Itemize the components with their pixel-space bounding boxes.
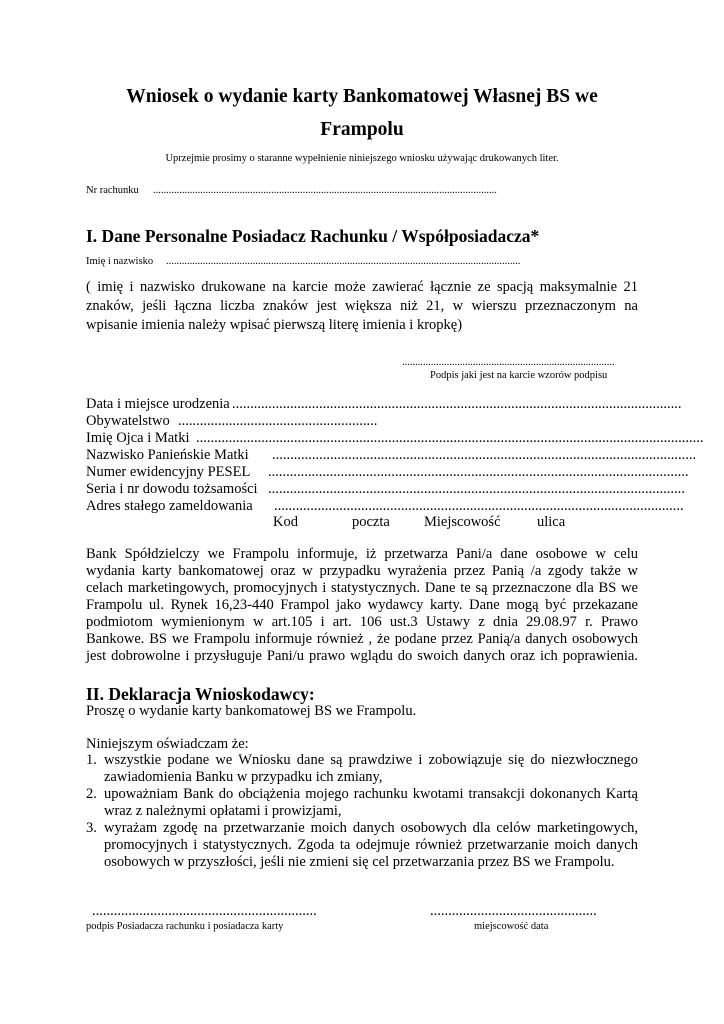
document-title-line1: Wniosek o wydanie karty Bankomatowej Własnej BS we bbox=[126, 86, 598, 107]
address-ulica-label: ulica bbox=[537, 514, 566, 530]
pesel-label: Numer ewidencyjny PESEL bbox=[86, 464, 251, 480]
pesel-row bbox=[86, 464, 689, 481]
list-item-1-line2: zawiadomienia Banku w przypadku ich zmiany, bbox=[104, 769, 383, 785]
document-title-line2: Frampolu bbox=[320, 119, 404, 140]
list-item-1-number: 1. bbox=[86, 752, 97, 768]
owner-signature-label: podpis Posiadacza rachunku i posiadacza karty bbox=[86, 921, 284, 932]
name-note-line2: znaków, jeśli łączna liczba znaków jest większa niż 21, w wierszu przeznaczonym na bbox=[86, 298, 638, 314]
signature-field[interactable]: ................................................................................. bbox=[402, 357, 615, 368]
citizenship-label: Obywatelstwo bbox=[86, 413, 170, 429]
id-document-label: Seria i nr dowodu tożsamości bbox=[86, 481, 258, 497]
list-item-3-line3: osobowych w przyszłości, jeśli nie zmieni się cel przetwarzania przez BS we Frampolu. bbox=[104, 854, 615, 870]
citizenship-row bbox=[86, 413, 376, 430]
place-date-label: miejscowość data bbox=[474, 921, 549, 932]
list-item-2-number: 2. bbox=[86, 786, 97, 802]
address-row bbox=[86, 498, 684, 515]
birth-date-place-field[interactable]: ............................................................................................................................ bbox=[232, 396, 682, 412]
list-item-3-number: 3. bbox=[86, 820, 97, 836]
place-date-field[interactable]: .............................................. bbox=[430, 903, 597, 919]
info-line-5: podmiotom wymienionym w art.105 i art. 106 ust.3 Ustawy z dnia 29.08.97 r. Prawo bbox=[86, 614, 638, 630]
list-item-3-line2: promocyjnych i statystycznych. Zgoda ta odejmuje również przetwarzanie moich danych bbox=[104, 837, 638, 853]
signature-label: Podpis jaki jest na karcie wzorów podpisu bbox=[430, 370, 608, 381]
address-poczta-label: poczta bbox=[352, 514, 390, 530]
info-line-6: Bankowe. BS we Frampolu informuje również , że podane przez Panią/a danych osobowych bbox=[86, 631, 638, 647]
request-text: Proszę o wydanie karty bankomatowej BS we Frampolu. bbox=[86, 703, 417, 719]
address-field[interactable]: ................................................................................................................. bbox=[274, 498, 684, 514]
address-label: Adres stałego zameldowania bbox=[86, 498, 253, 514]
info-line-3: celach marketingowych, promocyjnych i statystycznych. Dane te są przeznaczone dla BS we bbox=[86, 580, 638, 596]
citizenship-field[interactable]: ....................................................... bbox=[178, 413, 378, 429]
address-miejscowosc-label: Miejscowość bbox=[424, 514, 501, 530]
info-line-4: Frampolu ul. Rynek 16,23-440 Frampol jako wydawcy karty. Dane mogą być przekazane bbox=[86, 597, 638, 613]
birth-date-place-row bbox=[86, 396, 682, 413]
id-document-field[interactable]: ................................................................................................................... bbox=[268, 481, 685, 497]
list-item-1-line1: wszystkie podane we Wniosku dane są prawdziwe i zobowiązuje się do niezwłocznego bbox=[104, 752, 638, 768]
id-document-row bbox=[86, 481, 685, 498]
mother-maiden-name-field[interactable]: ..................................................................................................................... bbox=[272, 447, 697, 463]
parents-names-label: Imię Ojca i Matki bbox=[86, 430, 190, 446]
name-note-line1: ( imię i nazwisko drukowane na karcie może zawierać łącznie ze spacją maksymalnie 21 bbox=[86, 279, 638, 295]
info-line-1: Bank Spółdzielczy we Frampolu informuje, iż przetwarza Pani/a dane osobowe w celu bbox=[86, 546, 638, 562]
mother-maiden-name-label: Nazwisko Panieńskie Matki bbox=[86, 447, 249, 463]
birth-date-place-label: Data i miejsce urodzenia bbox=[86, 396, 230, 412]
list-item-3-line1: wyrażam zgodę na przetwarzanie moich danych osobowych dla celów marketingowych, bbox=[104, 820, 638, 836]
parents-names-row bbox=[86, 430, 704, 447]
list-item-2-line1: upoważniam Bank do obciążenia mojego rachunku kwotami transakcji dokonanych Kartą bbox=[104, 786, 638, 802]
address-kod-label: Kod bbox=[273, 514, 298, 530]
declare-text: Niniejszym oświadczam że: bbox=[86, 736, 249, 752]
name-label: Imię i nazwisko bbox=[86, 256, 154, 267]
section2-heading: II. Deklaracja Wnioskodawcy: bbox=[86, 684, 315, 704]
name-note-line3: wpisanie imienia należy wpisać pierwszą literę imienia i kropkę) bbox=[86, 317, 463, 333]
list-item-2-line2: wraz z należnymi opłatami i prowizjami, bbox=[104, 803, 342, 819]
account-number-field[interactable]: ................................................................................................................................... bbox=[153, 185, 497, 196]
pesel-field[interactable]: .................................................................................................................... bbox=[268, 464, 689, 480]
parents-names-field[interactable]: ............................................................................................................................................ bbox=[196, 430, 704, 446]
owner-signature-field[interactable]: .............................................................. bbox=[92, 903, 317, 919]
subtitle: Uprzejmie prosimy o staranne wypełnienie niniejszego wniosku używając drukowanych liter. bbox=[165, 153, 559, 164]
info-line-2: wydania karty bankomatowej oraz w przypadku wyrażenia przez Panią /a zgody także w bbox=[86, 563, 638, 579]
section1-heading: I. Dane Personalne Posiadacz Rachunku / Współposiadacza* bbox=[86, 226, 540, 246]
info-line-7: jest dobrowolne i przysługuje Pani/u prawo wglądu do swoich danych oraz ich poprawienia. bbox=[86, 648, 638, 664]
mother-maiden-name-row bbox=[86, 447, 697, 464]
account-label: Nr rachunku bbox=[86, 185, 139, 196]
name-field[interactable]: ....................................................................................................................................... bbox=[166, 256, 521, 267]
